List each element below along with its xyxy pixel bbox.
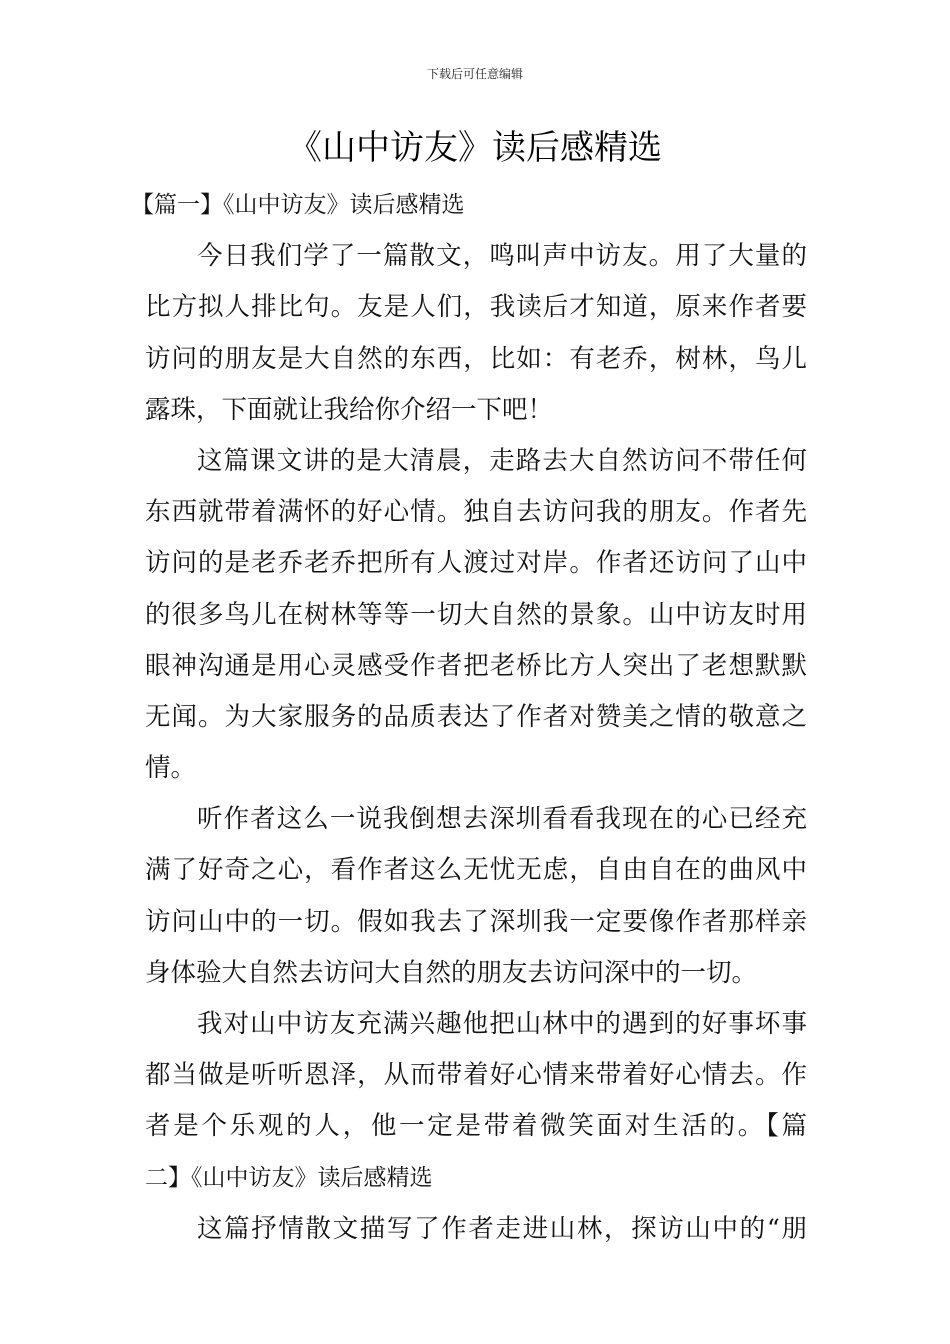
paragraph-line: 这篇抒情散文描写了作者走进山林，探访山中的“朋: [197, 1213, 807, 1244]
paragraph-line: 的很多鸟儿在树林等等一切大自然的景象。山中访友时用: [145, 599, 807, 630]
document-body: [131, 180, 807, 1255]
paragraph-line: 无闻。为大家服务的品质表达了作者对赞美之情的敬意之: [145, 701, 807, 732]
paragraph-line: 者是个乐观的人，他一定是带着微笑面对生活的。【篇: [145, 1111, 807, 1142]
paragraph-line: 身体验大自然去访问大自然的朋友去访问深中的一切。: [145, 957, 758, 988]
paragraph-line: 听作者这么一说我倒想去深圳看看我现在的心已经充: [197, 804, 807, 835]
paragraph-line: 情。: [145, 753, 197, 784]
paragraph-line: 满了好奇之心，看作者这么无忧无虑，自由自在的曲风中: [145, 855, 807, 886]
paragraph-line: 访问的朋友是大自然的东西，比如：有老乔，树林，鸟儿: [145, 343, 807, 374]
paragraph-line: 访问山中的一切。假如我去了深圳我一定要像作者那样亲: [145, 906, 807, 937]
paragraph-line: 访问的是老乔老乔把所有人渡过对岸。作者还访问了山中: [145, 548, 807, 579]
paragraph-line: 今日我们学了一篇散文，鸣叫声中访友。用了大量的: [197, 241, 807, 272]
paragraph-line: 比方拟人排比句。友是人们，我读后才知道，原来作者要: [145, 292, 807, 323]
section-heading: 二】《山中访友》读后感精选: [145, 1164, 433, 1191]
header-note: 下载后可任意编辑: [426, 67, 523, 81]
paragraph-line: 我对山中访友充满兴趣他把山林中的遇到的好事坏事: [197, 1009, 807, 1039]
paragraph-line: 眼神沟通是用心灵感受作者把老桥比方人突出了老想默默: [145, 650, 807, 681]
paragraph-line: 东西就带着满怀的好心情。独自去访问我的朋友。作者先: [145, 497, 807, 528]
section-heading: 【篇一】《山中访友》读后感精选: [131, 192, 465, 218]
document-title: 《山中访友》读后感精选: [288, 128, 662, 168]
paragraph-line: 都当做是听听恩泽，从而带着好心情来带着好心情去。作: [145, 1060, 807, 1091]
paragraph-line: 这篇课文讲的是大清晨，走路去大自然访问不带任何: [197, 445, 807, 476]
paragraph-line: 露珠，下面就让我给你介绍一下吧！: [145, 394, 554, 425]
